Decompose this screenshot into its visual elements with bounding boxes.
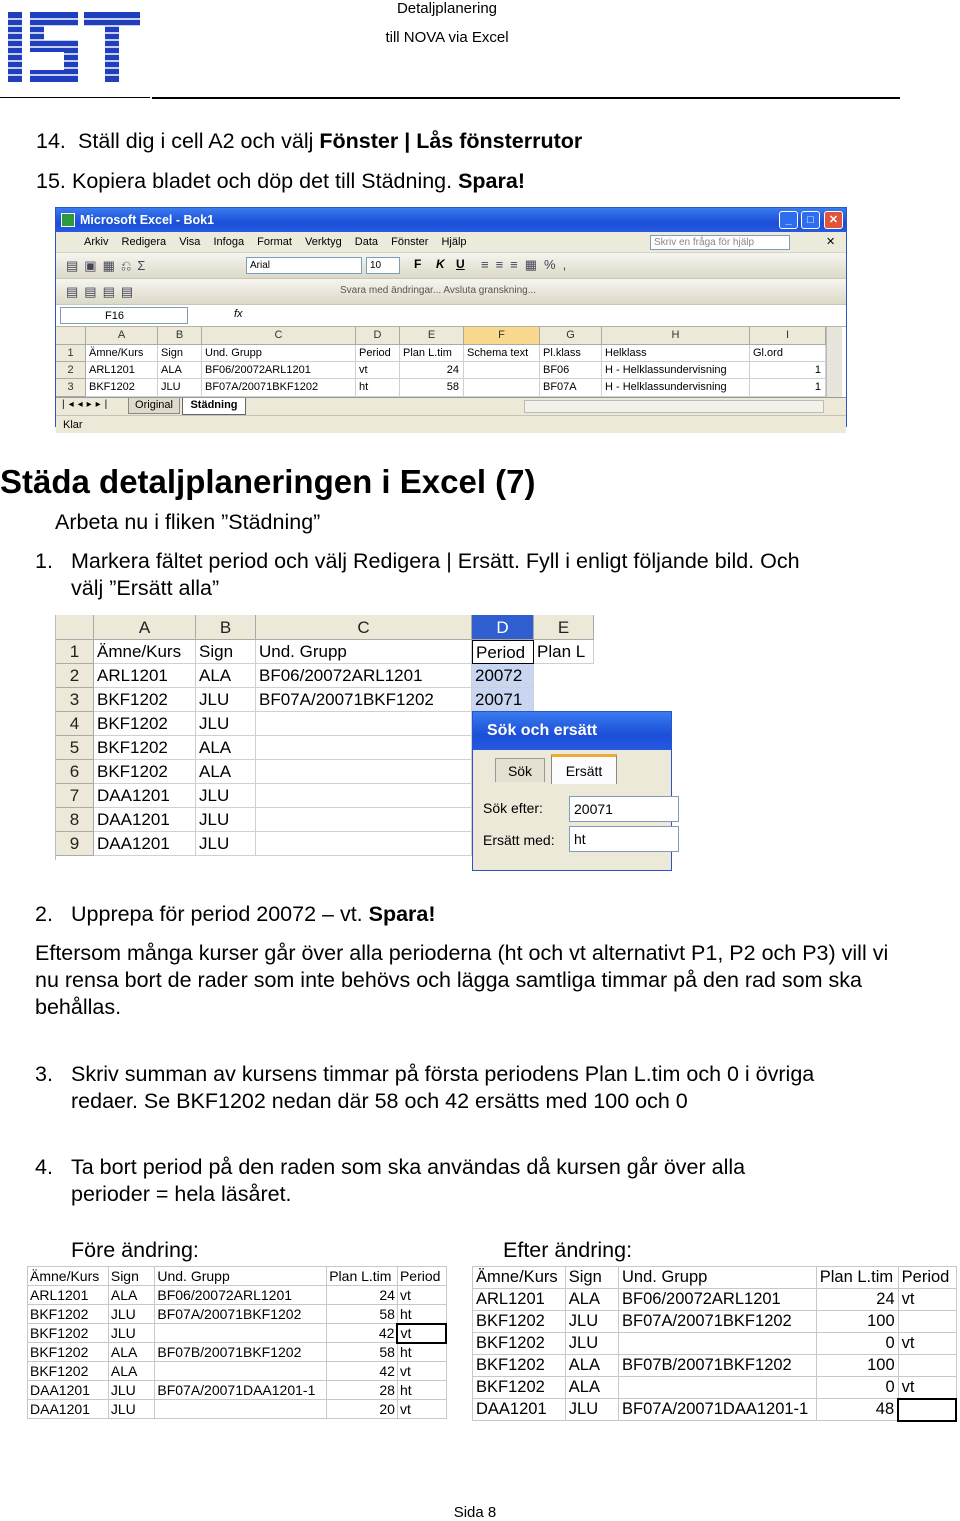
cell[interactable]: BKF1202 <box>28 1305 109 1324</box>
cell[interactable]: 58 <box>327 1343 398 1362</box>
dialog-tab-sok[interactable]: Sök <box>495 758 545 782</box>
col-header[interactable]: F <box>464 327 540 345</box>
cell[interactable]: JLU <box>565 1311 618 1333</box>
window-close-icon[interactable]: ✕ <box>826 236 836 248</box>
cell[interactable]: BF06/20072ARL1201 <box>155 1286 327 1305</box>
row-header[interactable]: 6 <box>56 760 94 784</box>
table-row <box>28 1362 447 1381</box>
cell[interactable]: Und. Grupp <box>256 640 472 664</box>
cell[interactable]: BF07A/20071BKF1202 <box>619 1311 817 1333</box>
cell[interactable]: DAA1201 <box>28 1381 109 1400</box>
find-label: Sök efter: <box>483 800 543 816</box>
step-2: 2. Upprepa för period 20072 – vt. Spara! <box>35 902 436 926</box>
format-underline-button[interactable]: U <box>456 257 465 271</box>
cell[interactable]: BF06/20072ARL1201 <box>256 664 472 688</box>
col-header[interactable]: I <box>750 327 826 345</box>
ist-logo <box>8 12 140 82</box>
cell[interactable]: ARL1201 <box>94 664 196 688</box>
table-row <box>473 1333 957 1355</box>
cell[interactable]: JLU <box>158 379 202 397</box>
menu-infoga[interactable]: Infoga <box>213 236 245 248</box>
cell[interactable]: 100 <box>816 1311 898 1333</box>
col-header[interactable]: D <box>356 327 400 345</box>
cell[interactable]: ALA <box>108 1343 155 1362</box>
cell[interactable]: DAA1201 <box>473 1399 566 1421</box>
review-bar-text[interactable]: Svara med ändringar... Avsluta granskning... <box>340 285 537 296</box>
reviewing-toolbar <box>56 279 846 305</box>
fx-icon[interactable]: fx <box>234 308 243 320</box>
cell[interactable]: 20071 <box>472 688 534 712</box>
help-search-box[interactable]: Skriv en fråga för hjälp <box>650 235 790 250</box>
cell[interactable]: 28 <box>327 1381 398 1400</box>
maximize-button[interactable]: □ <box>801 211 820 229</box>
cell[interactable]: Sign <box>196 640 256 664</box>
cell[interactable]: ALA <box>565 1289 618 1311</box>
name-box[interactable]: F16 <box>60 307 188 324</box>
cell[interactable]: BF07A/20071DAA1201-1 <box>155 1381 327 1400</box>
cell[interactable]: 20 <box>327 1400 398 1419</box>
cell[interactable]: JLU <box>108 1381 155 1400</box>
format-italic-button[interactable]: K <box>436 257 445 271</box>
cell[interactable]: ht <box>397 1381 446 1400</box>
close-button[interactable]: ✕ <box>824 211 843 229</box>
step-14: 14. Ställ dig i cell A2 och välj Fönster | Lås fönsterrutor <box>36 129 583 153</box>
cell[interactable] <box>256 832 472 856</box>
cell[interactable]: Und. Grupp <box>202 345 356 362</box>
excel1-grid <box>56 327 846 397</box>
cell[interactable]: BKF1202 <box>86 379 158 397</box>
cell[interactable]: BKF1202 <box>473 1355 566 1377</box>
cell[interactable] <box>619 1377 817 1399</box>
step-1: 1. Markera fältet period och välj Redigera | Ersätt. Fyll i enligt följande bild. Och <box>35 549 800 573</box>
cell[interactable]: Ämne/Kurs <box>94 640 196 664</box>
cell[interactable]: BKF1202 <box>28 1362 109 1381</box>
cell[interactable] <box>464 362 540 379</box>
cell[interactable]: Ämne/Kurs <box>86 345 158 362</box>
cell[interactable]: BF06/20072ARL1201 <box>202 362 356 379</box>
cell[interactable] <box>256 784 472 808</box>
cell[interactable]: 0 <box>816 1377 898 1399</box>
cell[interactable]: 24 <box>816 1289 898 1311</box>
cell[interactable] <box>619 1333 817 1355</box>
cell[interactable]: BKF1202 <box>94 712 196 736</box>
table-row <box>28 1286 447 1305</box>
cell[interactable]: Plan L <box>534 640 594 664</box>
cell[interactable]: BF07A/20071DAA1201-1 <box>619 1399 817 1421</box>
status-bar: Klar <box>56 415 846 433</box>
header-cell[interactable]: Plan L.tim <box>327 1267 398 1286</box>
table-row <box>28 1381 447 1400</box>
table-row <box>473 1377 957 1399</box>
row-header[interactable]: 9 <box>56 832 94 856</box>
col-header[interactable]: C <box>202 327 356 345</box>
excel-replace-screenshot <box>55 615 613 860</box>
find-input[interactable]: 20071 <box>569 796 679 822</box>
cell[interactable] <box>256 760 472 784</box>
cell[interactable]: ALA <box>196 664 256 688</box>
review-icons[interactable]: ▤▤▤▤ <box>66 284 140 299</box>
row-header[interactable]: 7 <box>56 784 94 808</box>
cell[interactable]: BF07A/20071BKF1202 <box>202 379 356 397</box>
sheet-tab-bar <box>56 397 846 415</box>
cell[interactable]: BKF1202 <box>94 688 196 712</box>
cell[interactable]: 42 <box>327 1324 398 1343</box>
menu-visa[interactable]: Visa <box>179 236 201 248</box>
header-rule-left <box>0 97 150 98</box>
cell[interactable]: H - Helklassundervisning <box>602 379 750 397</box>
cell[interactable] <box>256 712 472 736</box>
cell[interactable]: 100 <box>816 1355 898 1377</box>
cell[interactable]: 58 <box>327 1305 398 1324</box>
cell[interactable]: 48 <box>816 1399 898 1421</box>
cell[interactable]: BKF1202 <box>28 1324 109 1343</box>
after-table <box>472 1266 957 1422</box>
cell[interactable]: vt <box>898 1289 956 1311</box>
col-header[interactable]: A <box>86 327 158 345</box>
row-header[interactable]: 3 <box>56 688 94 712</box>
cell[interactable]: ARL1201 <box>86 362 158 379</box>
dialog-title: Sök och ersätt <box>473 712 671 750</box>
cell[interactable]: H - Helklassundervisning <box>602 362 750 379</box>
font-name-box[interactable]: Arial <box>246 257 362 274</box>
before-table <box>27 1266 447 1419</box>
cell[interactable]: ALA <box>565 1355 618 1377</box>
table-row <box>28 1305 447 1324</box>
find-replace-dialog <box>472 711 672 871</box>
cell[interactable]: DAA1201 <box>28 1400 109 1419</box>
cell[interactable]: vt <box>397 1362 446 1381</box>
select-all-corner[interactable] <box>56 327 86 345</box>
after-label: Efter ändring: <box>503 1238 633 1262</box>
menu-format[interactable]: Format <box>257 236 292 248</box>
cell[interactable]: 42 <box>327 1362 398 1381</box>
replace-input[interactable]: ht <box>569 826 679 852</box>
cell[interactable]: Pl.klass <box>540 345 602 362</box>
cell[interactable]: BKF1202 <box>28 1343 109 1362</box>
intro-text: Arbeta nu i fliken ”Städning” <box>55 510 321 534</box>
cell[interactable]: Schema text <box>464 345 540 362</box>
format-bold-button[interactable]: F <box>414 257 422 271</box>
cell[interactable]: BKF1202 <box>473 1377 566 1399</box>
cell[interactable]: BF07B/20071BKF1202 <box>155 1343 327 1362</box>
horizontal-scrollbar[interactable] <box>524 400 824 413</box>
step-4-cont: perioder = hela läsåret. <box>71 1182 292 1206</box>
cell[interactable]: 24 <box>400 362 464 379</box>
cell[interactable]: JLU <box>196 832 256 856</box>
cell[interactable]: vt <box>397 1286 446 1305</box>
cell[interactable]: vt <box>397 1400 446 1419</box>
sheet-nav-arrows[interactable]: |◂◂▸▸| <box>62 399 112 410</box>
table-row <box>473 1399 957 1421</box>
page-number: Sida 8 <box>453 1504 497 1521</box>
cell[interactable]: BF07B/20071BKF1202 <box>619 1355 817 1377</box>
cell[interactable] <box>898 1311 956 1333</box>
col-header[interactable]: G <box>540 327 602 345</box>
excel-app-icon <box>61 213 75 227</box>
menu-bar <box>56 232 846 253</box>
cell[interactable]: DAA1201 <box>94 808 196 832</box>
explanation-paragraph: Eftersom många kurser går över alla perioderna (ht och vt alternativt P1, P2 och P3) vill vi nu rensa bort de rader som inte behövs och lägga samtliga timmar på den rad som ska behållas. <box>35 941 889 1019</box>
row-header[interactable]: 5 <box>56 736 94 760</box>
table-row <box>473 1289 957 1311</box>
row-header[interactable]: 2 <box>56 362 86 379</box>
menu-hjalp[interactable]: Hjälp <box>441 236 467 248</box>
cell[interactable]: ht <box>397 1305 446 1324</box>
col-header[interactable]: B <box>196 615 256 640</box>
cell[interactable]: JLU <box>565 1333 618 1355</box>
row-header[interactable]: 1 <box>56 345 86 362</box>
font-size-box[interactable]: 10 <box>366 257 400 274</box>
cell[interactable]: ALA <box>158 362 202 379</box>
formula-bar <box>56 305 846 327</box>
header-cell[interactable]: Und. Grupp <box>619 1267 817 1289</box>
select-all-corner[interactable] <box>56 615 94 640</box>
header-cell[interactable]: Und. Grupp <box>155 1267 327 1286</box>
cell[interactable]: BF07A/20071BKF1202 <box>155 1305 327 1324</box>
cell[interactable]: JLU <box>196 688 256 712</box>
menu-redigera[interactable]: Redigera <box>121 236 167 248</box>
cell[interactable] <box>155 1324 327 1343</box>
menu-verktyg[interactable]: Verktyg <box>305 236 342 248</box>
cell[interactable]: JLU <box>196 784 256 808</box>
cell[interactable]: ht <box>397 1343 446 1362</box>
header-cell[interactable]: Sign <box>108 1267 155 1286</box>
cell[interactable]: ARL1201 <box>473 1289 566 1311</box>
table-row <box>473 1311 957 1333</box>
cell[interactable]: JLU <box>196 712 256 736</box>
cell[interactable]: 20072 <box>472 664 534 688</box>
selected-cell[interactable]: vt <box>397 1324 446 1343</box>
menu-data[interactable]: Data <box>354 236 379 248</box>
cell[interactable] <box>898 1355 956 1377</box>
cell[interactable]: JLU <box>108 1324 155 1343</box>
cell[interactable]: BF06 <box>540 362 602 379</box>
step-1-cont: välj ”Ersätt alla” <box>71 576 220 600</box>
header-cell[interactable]: Period <box>397 1267 446 1286</box>
row-header[interactable]: 2 <box>56 664 94 688</box>
cell[interactable]: BF06/20072ARL1201 <box>619 1289 817 1311</box>
step-4: 4. Ta bort period på den raden som ska användas då kursen går över alla <box>35 1155 746 1179</box>
selected-cell[interactable] <box>898 1399 956 1421</box>
cell[interactable]: ALA <box>108 1362 155 1381</box>
table-row <box>28 1324 447 1343</box>
header-cell[interactable]: Plan L.tim <box>816 1267 898 1289</box>
cell[interactable]: ht <box>356 379 400 397</box>
menu-arkiv[interactable]: Arkiv <box>84 236 109 248</box>
cell[interactable]: BKF1202 <box>94 736 196 760</box>
cell[interactable]: vt <box>356 362 400 379</box>
cell[interactable]: JLU <box>565 1399 618 1421</box>
cell[interactable] <box>155 1362 327 1381</box>
cell[interactable] <box>256 736 472 760</box>
row-header[interactable]: 8 <box>56 808 94 832</box>
sheet-tab-original[interactable]: Original <box>128 398 180 414</box>
col-header[interactable]: C <box>256 615 472 640</box>
header-cell[interactable]: Ämne/Kurs <box>473 1267 566 1289</box>
cell[interactable]: JLU <box>108 1305 155 1324</box>
table-row <box>473 1355 957 1377</box>
cell[interactable] <box>256 808 472 832</box>
cell[interactable]: JLU <box>108 1400 155 1419</box>
header-title: Detaljplanering <box>396 0 498 17</box>
table-header-row <box>28 1267 447 1286</box>
cell[interactable]: ALA <box>565 1377 618 1399</box>
cell[interactable]: BF07A <box>540 379 602 397</box>
row-header[interactable]: 3 <box>56 379 86 397</box>
cell[interactable]: 1 <box>750 362 826 379</box>
cell[interactable]: ALA <box>108 1286 155 1305</box>
cell[interactable]: BF07A/20071BKF1202 <box>256 688 472 712</box>
cell[interactable]: DAA1201 <box>94 784 196 808</box>
step-3: 3. Skriv summan av kursens timmar på första periodens Plan L.tim och 0 i övriga <box>35 1062 815 1086</box>
header-cell[interactable]: Sign <box>565 1267 618 1289</box>
section-title: Städa detaljplaneringen i Excel (7) <box>0 463 536 500</box>
col-header[interactable]: E <box>534 615 594 640</box>
excel-window-screenshot <box>55 207 847 431</box>
cell[interactable]: Plan L.tim <box>400 345 464 362</box>
cell[interactable] <box>155 1400 327 1419</box>
step-15: 15. Kopiera bladet och döp det till Städning. Spara! <box>36 169 525 193</box>
col-header[interactable]: D <box>472 615 534 640</box>
cell[interactable]: Gl.ord <box>750 345 826 362</box>
cell[interactable]: DAA1201 <box>94 832 196 856</box>
table-row <box>28 1400 447 1419</box>
col-header[interactable]: E <box>400 327 464 345</box>
cell[interactable]: vt <box>898 1333 956 1355</box>
cell[interactable] <box>464 379 540 397</box>
col-header[interactable]: B <box>158 327 202 345</box>
cell[interactable]: 1 <box>750 379 826 397</box>
cell[interactable]: Helklass <box>602 345 750 362</box>
cell[interactable]: JLU <box>196 808 256 832</box>
standard-toolbar <box>56 253 846 279</box>
dialog-tab-ersatt[interactable]: Ersätt <box>551 754 617 784</box>
vertical-scrollbar[interactable] <box>826 327 842 397</box>
sheet-tab-stadning[interactable]: Städning <box>182 398 246 415</box>
cell[interactable]: BKF1202 <box>473 1333 566 1355</box>
table-header-row <box>473 1267 957 1289</box>
cell[interactable]: Sign <box>158 345 202 362</box>
cell[interactable]: 24 <box>327 1286 398 1305</box>
cell[interactable]: 58 <box>400 379 464 397</box>
toolbar-icons[interactable]: ▤▣▦⎌Σ <box>66 258 152 273</box>
cell[interactable]: ALA <box>196 760 256 784</box>
header-subtitle: till NOVA via Excel <box>385 29 509 46</box>
header-cell[interactable]: Ämne/Kurs <box>28 1267 109 1286</box>
cell[interactable]: ALA <box>196 736 256 760</box>
col-header[interactable]: A <box>94 615 196 640</box>
excel-title-bar <box>56 208 846 232</box>
cell[interactable]: ARL1201 <box>28 1286 109 1305</box>
step-3-cont: redaer. Se BKF1202 nedan där 58 och 42 ersätts med 100 och 0 <box>71 1089 688 1113</box>
cell[interactable]: BKF1202 <box>473 1311 566 1333</box>
header-cell[interactable]: Period <box>898 1267 956 1289</box>
cell[interactable]: vt <box>898 1377 956 1399</box>
excel-window-title: Microsoft Excel - Bok1 <box>80 213 215 227</box>
row-header[interactable]: 1 <box>56 640 94 664</box>
menu-fonster[interactable]: Fönster <box>391 236 429 248</box>
minimize-button[interactable]: _ <box>779 211 798 229</box>
toolbar-align-icons[interactable]: ≡≡≡▦%, <box>481 257 574 272</box>
cell[interactable]: BKF1202 <box>94 760 196 784</box>
cell[interactable]: Period <box>356 345 400 362</box>
row-header[interactable]: 4 <box>56 712 94 736</box>
before-label: Före ändring: <box>71 1238 199 1262</box>
table-row <box>28 1343 447 1362</box>
cell[interactable]: 0 <box>816 1333 898 1355</box>
cell[interactable]: Period <box>472 640 534 664</box>
col-header[interactable]: H <box>602 327 750 345</box>
replace-label: Ersätt med: <box>483 832 555 848</box>
header-rule <box>152 97 900 99</box>
